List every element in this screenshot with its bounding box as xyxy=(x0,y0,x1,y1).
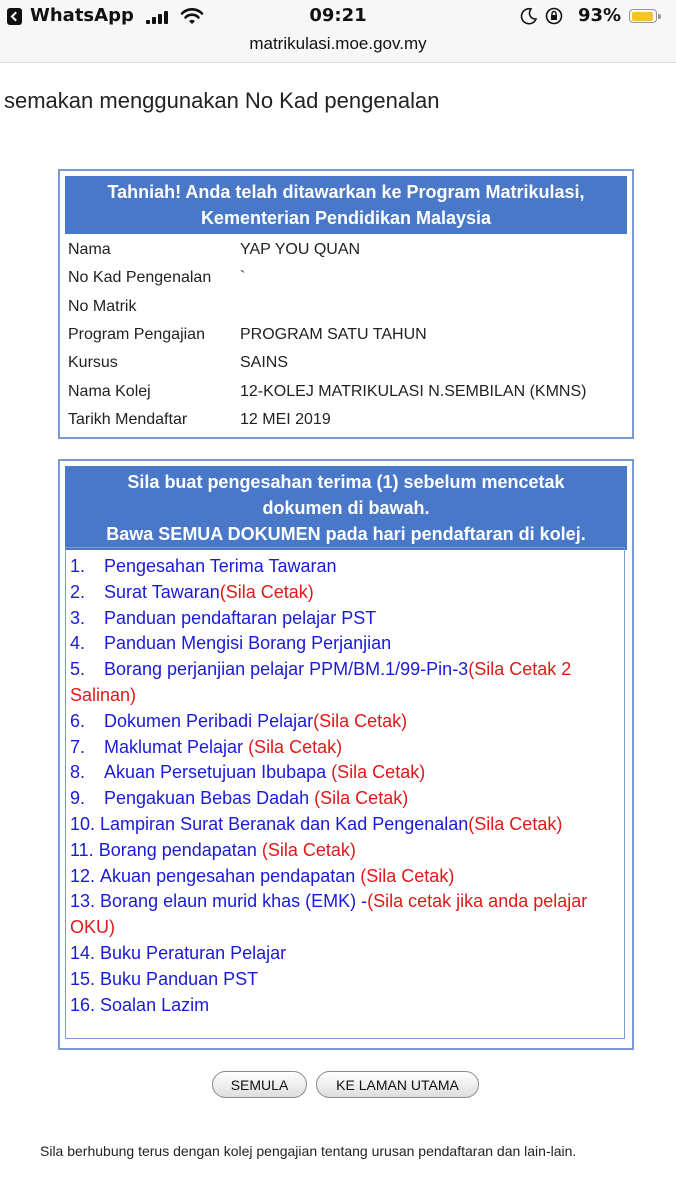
battery-percentage: 93% xyxy=(578,5,622,26)
document-link[interactable] xyxy=(70,580,620,606)
document-number: 15. xyxy=(70,968,96,989)
offer-heading-line1: Tahniah! Anda telah ditawarkan ke Program Matrikulasi, xyxy=(107,182,585,202)
document-link[interactable] xyxy=(70,606,620,632)
document-number: 2. xyxy=(70,581,86,602)
offer-panel xyxy=(58,169,634,439)
battery-icon xyxy=(629,9,657,23)
document-number: 11. xyxy=(70,839,94,860)
info-row xyxy=(68,377,632,405)
semula-button[interactable]: SEMULA xyxy=(212,1071,307,1098)
info-value: SAINS xyxy=(240,354,289,372)
print-note: (Sila Cetak) xyxy=(468,813,563,834)
document-link[interactable] xyxy=(70,941,620,967)
document-title[interactable]: Buku Peraturan Pelajar xyxy=(100,942,287,963)
info-label: Program Pengajian xyxy=(68,326,205,344)
document-title[interactable]: Lampiran Surat Beranak dan Kad Pengenalan xyxy=(100,813,469,834)
status-bar xyxy=(0,0,676,34)
document-link[interactable] xyxy=(70,631,620,657)
documents-heading-line1: Sila buat pengesahan terima (1) sebelum mencetak xyxy=(127,472,565,492)
document-link[interactable] xyxy=(70,993,620,1019)
print-note: (Sila Cetak) xyxy=(360,865,455,886)
document-number: 16. xyxy=(70,994,96,1015)
document-number: 7. xyxy=(70,736,86,757)
info-row xyxy=(68,321,632,349)
battery-level-fill xyxy=(632,12,653,21)
info-label: No Kad Pengenalan xyxy=(68,269,212,287)
info-row xyxy=(68,349,632,377)
document-link[interactable] xyxy=(70,735,620,761)
info-value: YAP YOU QUAN xyxy=(240,241,361,259)
battery-tip xyxy=(658,14,661,19)
document-title[interactable]: Borang elaun murid khas (EMK) - xyxy=(100,891,368,912)
footer-note: Sila berhubung terus dengan kolej pengajian tentang urusan pendaftaran dan lain-lain. xyxy=(40,1143,577,1159)
print-note: (Sila Cetak) xyxy=(313,710,408,731)
document-title[interactable]: Akuan pengesahan pendapatan xyxy=(100,865,361,886)
document-number: 14. xyxy=(70,942,96,963)
clock: 09:21 xyxy=(309,5,367,26)
print-note: (Sila Cetak) xyxy=(219,581,314,602)
info-row xyxy=(68,406,632,434)
document-link[interactable] xyxy=(70,838,620,864)
document-number: 8. xyxy=(70,762,86,783)
document-link[interactable] xyxy=(70,760,620,786)
document-title[interactable]: Borang pendapatan xyxy=(98,839,262,860)
documents-panel-heading xyxy=(65,466,627,550)
documents-panel xyxy=(58,459,634,1050)
moon-icon xyxy=(520,7,538,25)
print-note: (Sila Cetak) xyxy=(314,788,409,809)
url-text[interactable]: matrikulasi.moe.gov.my xyxy=(249,34,427,53)
document-title[interactable]: Pengesahan Terima Tawaran xyxy=(104,556,337,576)
document-number: 1. xyxy=(70,556,86,576)
document-title[interactable]: Buku Panduan PST xyxy=(100,968,259,989)
url-bar[interactable] xyxy=(0,34,676,63)
documents-list xyxy=(65,547,625,1039)
offer-panel-heading xyxy=(65,176,627,234)
document-link[interactable] xyxy=(70,812,620,838)
info-value: 12 MEI 2019 xyxy=(240,410,331,428)
info-label: No Matrik xyxy=(68,297,137,315)
home-page-button[interactable]: KE LAMAN UTAMA xyxy=(316,1071,479,1098)
document-link[interactable] xyxy=(70,554,620,580)
document-link[interactable] xyxy=(70,889,620,941)
document-number: 13. xyxy=(70,891,96,912)
rotation-lock-icon xyxy=(545,7,563,25)
document-title[interactable]: Maklumat Pelajar xyxy=(104,736,249,757)
document-number: 3. xyxy=(70,607,86,628)
info-row xyxy=(68,236,632,264)
info-row xyxy=(68,264,632,292)
student-info-table xyxy=(68,236,632,434)
document-title[interactable]: Surat Tawaran xyxy=(104,581,220,602)
document-title[interactable]: Panduan pendaftaran pelajar PST xyxy=(104,607,377,628)
info-label: Tarikh Mendaftar xyxy=(68,410,188,428)
document-number: 12. xyxy=(70,865,96,886)
document-link[interactable] xyxy=(70,709,620,735)
info-label: Nama Kolej xyxy=(68,382,151,400)
document-link[interactable] xyxy=(70,657,620,709)
documents-heading-line2: dokumen di bawah. xyxy=(262,498,430,518)
document-title[interactable]: Panduan Mengisi Borang Perjanjian xyxy=(104,633,392,654)
document-title[interactable]: Akuan Persetujuan Ibubapa xyxy=(104,762,332,783)
offer-heading-line2: Kementerian Pendidikan Malaysia xyxy=(200,208,492,228)
document-title[interactable]: Borang perjanjian pelajar PPM/BM.1/99-Pin-3 xyxy=(104,659,469,680)
document-title[interactable]: Dokumen Peribadi Pelajar xyxy=(104,710,314,731)
document-title[interactable]: Pengakuan Bebas Dadah xyxy=(104,788,315,809)
document-number: 9. xyxy=(70,788,86,809)
document-number: 4. xyxy=(70,633,86,654)
document-title[interactable]: Soalan Lazim xyxy=(100,994,210,1015)
documents-heading-line3: Bawa SEMUA DOKUMEN pada hari pendaftaran di kolej. xyxy=(106,524,586,544)
print-note: (Sila Cetak 2 Salinan) xyxy=(70,659,572,705)
print-note: (Sila Cetak) xyxy=(248,736,343,757)
document-number: 6. xyxy=(70,710,86,731)
document-link[interactable] xyxy=(70,786,620,812)
document-link[interactable] xyxy=(70,967,620,993)
page-headline: semakan menggunakan No Kad pengenalan xyxy=(4,88,440,113)
print-note: (Sila Cetak) xyxy=(331,762,426,783)
info-row xyxy=(68,293,632,321)
print-note: (Sila Cetak) xyxy=(261,839,356,860)
document-number: 10. xyxy=(70,813,96,834)
back-to-app-label[interactable]: WhatsApp xyxy=(30,5,134,26)
info-label: Nama xyxy=(68,241,111,259)
info-value: ` xyxy=(240,269,246,287)
info-value: PROGRAM SATU TAHUN xyxy=(240,326,427,344)
print-note: (Sila cetak jika anda pelajar OKU) xyxy=(70,891,588,938)
document-number: 5. xyxy=(70,659,86,680)
document-link[interactable] xyxy=(70,864,620,890)
info-value: 12-KOLEJ MATRIKULASI N.SEMBILAN (KMNS) xyxy=(240,382,587,400)
info-label: Kursus xyxy=(68,354,118,372)
